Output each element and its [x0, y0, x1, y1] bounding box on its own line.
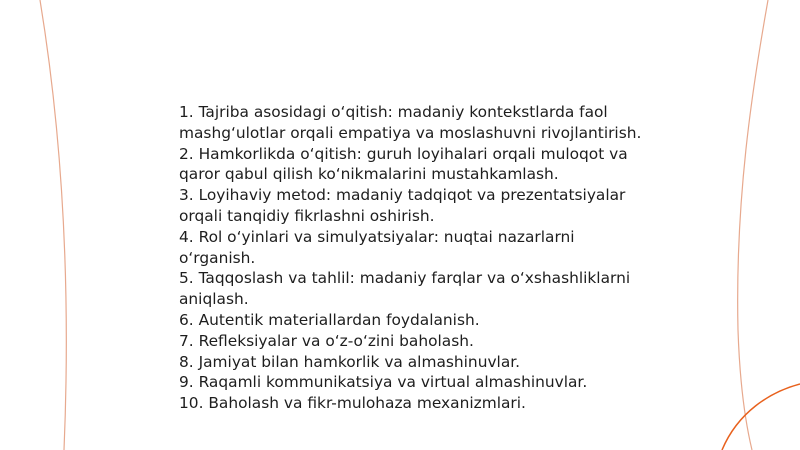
list-item: 8. Jamiyat bilan hamkorlik va almashinuvlar. — [179, 352, 521, 371]
list-item: 4. Rol o‘yinlari va simulyatsiyalar: nuqtai nazarlarni o‘rganish. — [179, 227, 575, 267]
left-curve — [40, 0, 66, 450]
list-item: 7. Refleksiyalar va o‘z-o‘zini baholash. — [179, 331, 474, 350]
right-curve — [738, 0, 768, 450]
list-item: 6. Autentik materiallardan foydalanish. — [179, 310, 480, 329]
list-item: 5. Taqqoslash va tahlil: madaniy farqlar va o‘xshashliklarni aniqlash. — [179, 269, 631, 309]
list-item: 3. Loyihaviy metod: madaniy tadqiqot va prezentatsiyalar orqali tanqidiy fikrlashni oshirish. — [179, 186, 626, 225]
accent-arc — [722, 384, 800, 450]
method-list — [179, 102, 649, 414]
list-item: 9. Raqamli kommunikatsiya va virtual almashinuvlar. — [179, 373, 588, 392]
list-item: 2. Hamkorlikda o‘qitish: guruh loyihalari orqali muloqot va qaror qabul qilish ko‘nikmalarini mustahkamlash. — [179, 144, 628, 184]
list-item: 1. Tajriba asosidagi o‘qitish: madaniy kontekstlarda faol mashg‘ulotlar orqali empatiya va moslashuvni rivojlantirish. — [179, 103, 642, 142]
list-item: 10. Baholash va fikr-mulohaza mexanizmlari. — [179, 394, 526, 413]
